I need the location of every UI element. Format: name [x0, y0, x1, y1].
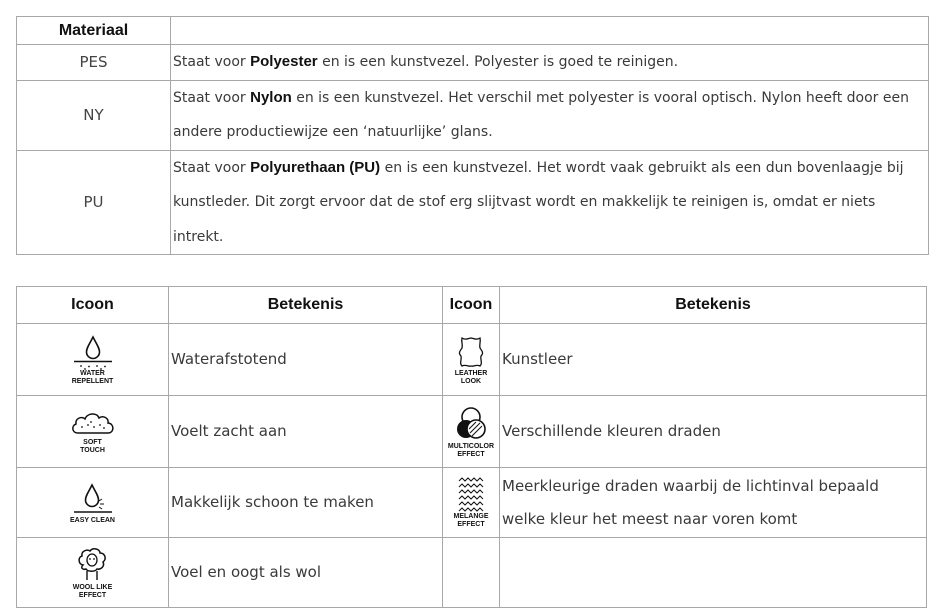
materials-header-row — [17, 17, 929, 45]
material-description: Staat voor Polyester en is een kunstvezel. Polyester is goed te reinigen. — [171, 45, 929, 81]
icon-label: EASY CLEAN — [70, 516, 115, 524]
empty-cell — [500, 538, 927, 608]
icon-label: WATER — [80, 369, 105, 377]
icon-label: TOUCH — [80, 446, 105, 454]
sheep-icon — [74, 546, 110, 584]
table-row — [17, 150, 929, 255]
multicolor-circles-icon — [451, 405, 491, 443]
meaning-column-header: Betekenis — [169, 287, 443, 324]
icon-meaning: Makkelijk schoon te maken — [169, 468, 443, 538]
icon-label: EFFECT — [457, 520, 485, 528]
icon-label: REPELLENT — [71, 377, 114, 385]
icon-meaning: Kunstleer — [500, 324, 927, 396]
icon-meaning: Waterafstotend — [169, 324, 443, 396]
icon-meaning: Meerkleurige draden waarbij de lichtinval bepaald welke kleur het meest naar voren komt — [500, 468, 927, 538]
materials-header: Materiaal — [17, 17, 171, 45]
icon-label: MELANGE — [453, 512, 489, 520]
icon-label: EFFECT — [78, 591, 107, 599]
icon-label: SOFT — [83, 438, 102, 446]
table-row — [17, 538, 927, 608]
material-description: Staat voor Polyurethaan (PU) en is een kunstvezel. Het wordt vaak gebruikt als een dun bovenlaagje bij kunstleder. Dit zorgt ervoor dat de stof erg slijtvast wordt en makkelijk te reinigen is, omdat er niets intrekt. — [171, 150, 929, 255]
material-name: Nylon — [250, 88, 292, 106]
materials-table — [16, 16, 929, 255]
icon-meaning: Verschillende kleuren draden — [500, 396, 927, 468]
clean-drop-icon — [71, 481, 115, 517]
icon-label: LOOK — [460, 377, 482, 385]
icon-label: LEATHER — [454, 369, 488, 377]
material-code: NY — [17, 80, 171, 150]
table-row — [17, 80, 929, 150]
icon-label: EFFECT — [457, 450, 485, 458]
leather-hide-icon — [453, 334, 489, 370]
melange-zigzag-icon — [456, 477, 486, 513]
table-row — [17, 468, 927, 538]
meaning-column-header: Betekenis — [500, 287, 927, 324]
material-code: PU — [17, 150, 171, 255]
cloud-icon — [68, 409, 118, 439]
icon-meaning: Voel en oogt als wol — [169, 538, 443, 608]
icon-label: MULTICOLOR — [447, 442, 495, 450]
table-row — [17, 396, 927, 468]
icons-table — [16, 286, 927, 608]
empty-cell — [443, 538, 500, 608]
material-name: Polyester — [250, 53, 318, 70]
icon-column-header: Icoon — [443, 287, 500, 324]
icon-label: WOOL LIKE — [72, 583, 113, 591]
table-row — [17, 324, 927, 396]
material-description: Staat voor Nylon en is een kunstvezel. Het verschil met polyester is vooral optisch. Nylon heeft door een andere productiewijze een ‘natuurlijke’ glans. — [171, 80, 929, 150]
icon-column-header: Icoon — [17, 287, 169, 324]
material-name: Polyurethaan (PU) — [250, 158, 381, 176]
materials-header-empty — [171, 17, 929, 45]
water-drop-icon — [71, 334, 115, 370]
material-code: PES — [17, 45, 171, 81]
icon-meaning: Voelt zacht aan — [169, 396, 443, 468]
icons-header-row — [17, 287, 927, 324]
table-row — [17, 45, 929, 81]
